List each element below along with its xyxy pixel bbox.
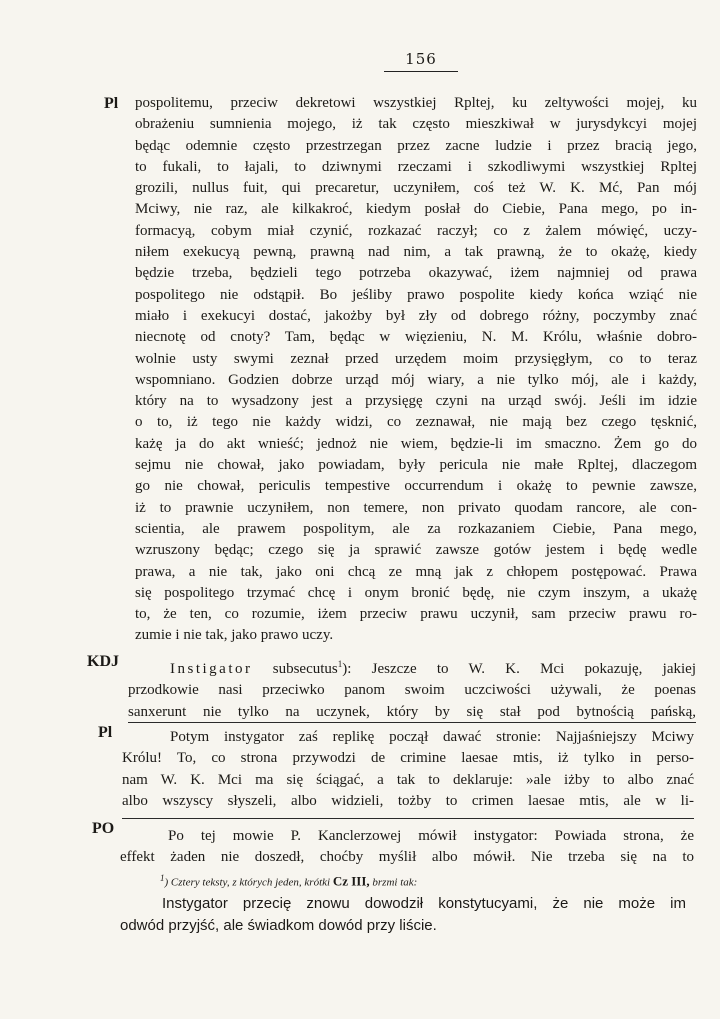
text-line: o to, iż tego nie każdy widzi, co zeznawał, nie mają bez czego tęsknić,	[135, 414, 697, 431]
footnote-intro-tail: brzmi tak:	[372, 876, 418, 889]
page-number: 156	[405, 50, 437, 68]
text-line: Potym instygator zaś replikę począł dawać stronie: Najjaśniejszy Mciwy	[170, 729, 694, 745]
section-text-kdj	[128, 654, 696, 723]
text-line: scientia, ale prawem pospolitym, ale za rozkazaniem Ciebie, Pana mego,	[135, 520, 697, 537]
section-divider	[122, 818, 694, 819]
text-line: obrażeniu sumnienia mojego, iż tak często mieszkiwał w jurysdykcyi mojej	[135, 116, 697, 133]
text-line-first	[128, 654, 696, 680]
section-siglum-pl: Pl	[104, 95, 119, 112]
footnote-ref: 1	[337, 659, 343, 669]
text-line: nam W. K. Mci ma się ściągać, a tak to deklaruje: »ale iżby to albo znać	[122, 771, 694, 788]
text-line: prawa, a nie tak, jako oni chcą ze mną jak z chłopem postępować. Prawa	[135, 563, 697, 580]
page-number-rule	[384, 71, 458, 72]
text-line: Po tej mowie P. Kanclerzowej mówił instygator: Powiada strona, że	[168, 828, 694, 844]
footnote-text	[120, 893, 686, 937]
section-text-pl	[135, 93, 697, 647]
section-text-po	[120, 826, 694, 869]
text-line: effekt żaden nie doszedł, choćby myślił albo mówił. Nie trzeba się na to	[120, 849, 694, 866]
text-line: pospolitemu, przeciw dekretowi wszystkiej Rpltej, ku zeltywości mojej, ku	[135, 95, 697, 111]
text-line: to fukali, to łajali, to dziwnymi rzeczami i szkodliwymi wszystkiej Rpltej	[135, 158, 697, 175]
section-divider	[128, 722, 696, 723]
text-line: przodkowie nasi przeciwko panom swoim uczciwości używali, że poenas	[128, 682, 696, 699]
text-line: albo wszyscy słyszeli, albo widzieli, tożby to crimen laesae mtis, ale w li-	[122, 792, 694, 809]
text-line: będzie trzeba, będzieli tego potrzeba okazywać, iżem najmniej od prawa	[135, 265, 697, 282]
text-line: miało i exekucyi dostać, jakożby był zły od dobrego różny, poczymby znać	[135, 307, 697, 324]
section-text-pl-2	[122, 727, 694, 812]
footnote-siglum: Cz III,	[332, 873, 370, 889]
text-line: który na to wysadzony jest a przysięgę czyni na urząd swój. Jeśli im idzie	[135, 393, 697, 410]
footnote-mark: 1	[160, 873, 165, 883]
text-line: pospolitego nie odstąpił. Bo jeśliby prawo pospolite kiedy końca wziąć nie	[135, 286, 697, 303]
section-siglum-kdj: KDJ	[87, 653, 119, 670]
text-line: niecnotę od cnoty? Tam, będąc w więzieniu, N. M. Królu, właśnie dobro-	[135, 329, 697, 346]
text-line: każę ja do akt wnieść; jednoż nie wiem, będzie-li im smaczno. Żem go do	[135, 435, 697, 452]
text-line: zumie i nie tak, jako prawo uczy.	[135, 627, 334, 644]
text-line: Królu! To, co strona przywodzi de crimine laesae mtis, iż tylko in perso-	[122, 750, 694, 767]
text-line: wolnie usty swymi zeznał przed urzędem moim przysięgłym, co to teraz	[135, 350, 697, 367]
text-line: to, że ten, co rozumie, iżem przeciw prawu uczynił, sam przeciw prawu ro-	[135, 606, 697, 623]
text-line: sanxerunt nie tylko na uczynek, który by się stał pod bytnością pańską,	[128, 703, 696, 720]
footnote-line: odwód przyjść, ale świadkom dowód przy liście.	[120, 917, 437, 934]
text-line: formacyą, cobym miał czynić, rozkazać raczył; co z żalem mówięć, uczy-	[135, 222, 697, 239]
text-fragment: subsecutus	[272, 661, 338, 677]
text-line: iż to prawnie uczyniłem, non temere, non privato quodam rancore, ale con-	[135, 499, 697, 516]
text-fragment: ): Jeszcze to W. K. Mci pokazuję, jakiej	[342, 661, 696, 677]
text-line: wzruszony będąc; czego się ja sprawić zawsze gotów jestem i będę wedle	[135, 542, 697, 559]
footnote-intro: ) Cztery teksty, z których jeden, krótki	[164, 876, 331, 889]
section-siglum-pl-2: Pl	[98, 724, 113, 741]
section-siglum-po: PO	[92, 820, 115, 837]
footnote-line: Instygator przecię znowu dowodził konstytucyami, że nie może im	[162, 895, 686, 912]
text-line: się pospolitego trzymać chcę i onym bronić będę, nie czym inszym, a ukażę	[135, 584, 697, 601]
text-line: wspomniano. Godzien dobrze urząd mój wiary, a nie tylko mój, ale i każdy,	[135, 371, 697, 388]
footnote-label	[160, 873, 417, 890]
speaker-name: Instigator	[170, 661, 253, 677]
text-line: sejmu nie chował, jako powiadam, były pericula nie małe Rpltej, dlaczegom	[135, 457, 697, 474]
text-line: go nie chował, periculis tempestive occurrendum i okażę to pewnie zawsze,	[135, 478, 697, 495]
text-line: będąc odemnie często przestrzegan przez zacne ludzie i przez bracią jego,	[135, 137, 697, 154]
text-line: Mciwy, nie raz, ale kilkakroć, kiedym posłał do Ciebie, Pana mego, po in-	[135, 201, 697, 218]
text-line: niłem exekucyą pewną, prawną nad nim, a tak prawną, że to okażę, kiedy	[135, 244, 697, 261]
text-line: grozili, nullus fuit, qui precaretur, uczyniłem, coś też W. K. Mć, Pan mój	[135, 180, 697, 197]
